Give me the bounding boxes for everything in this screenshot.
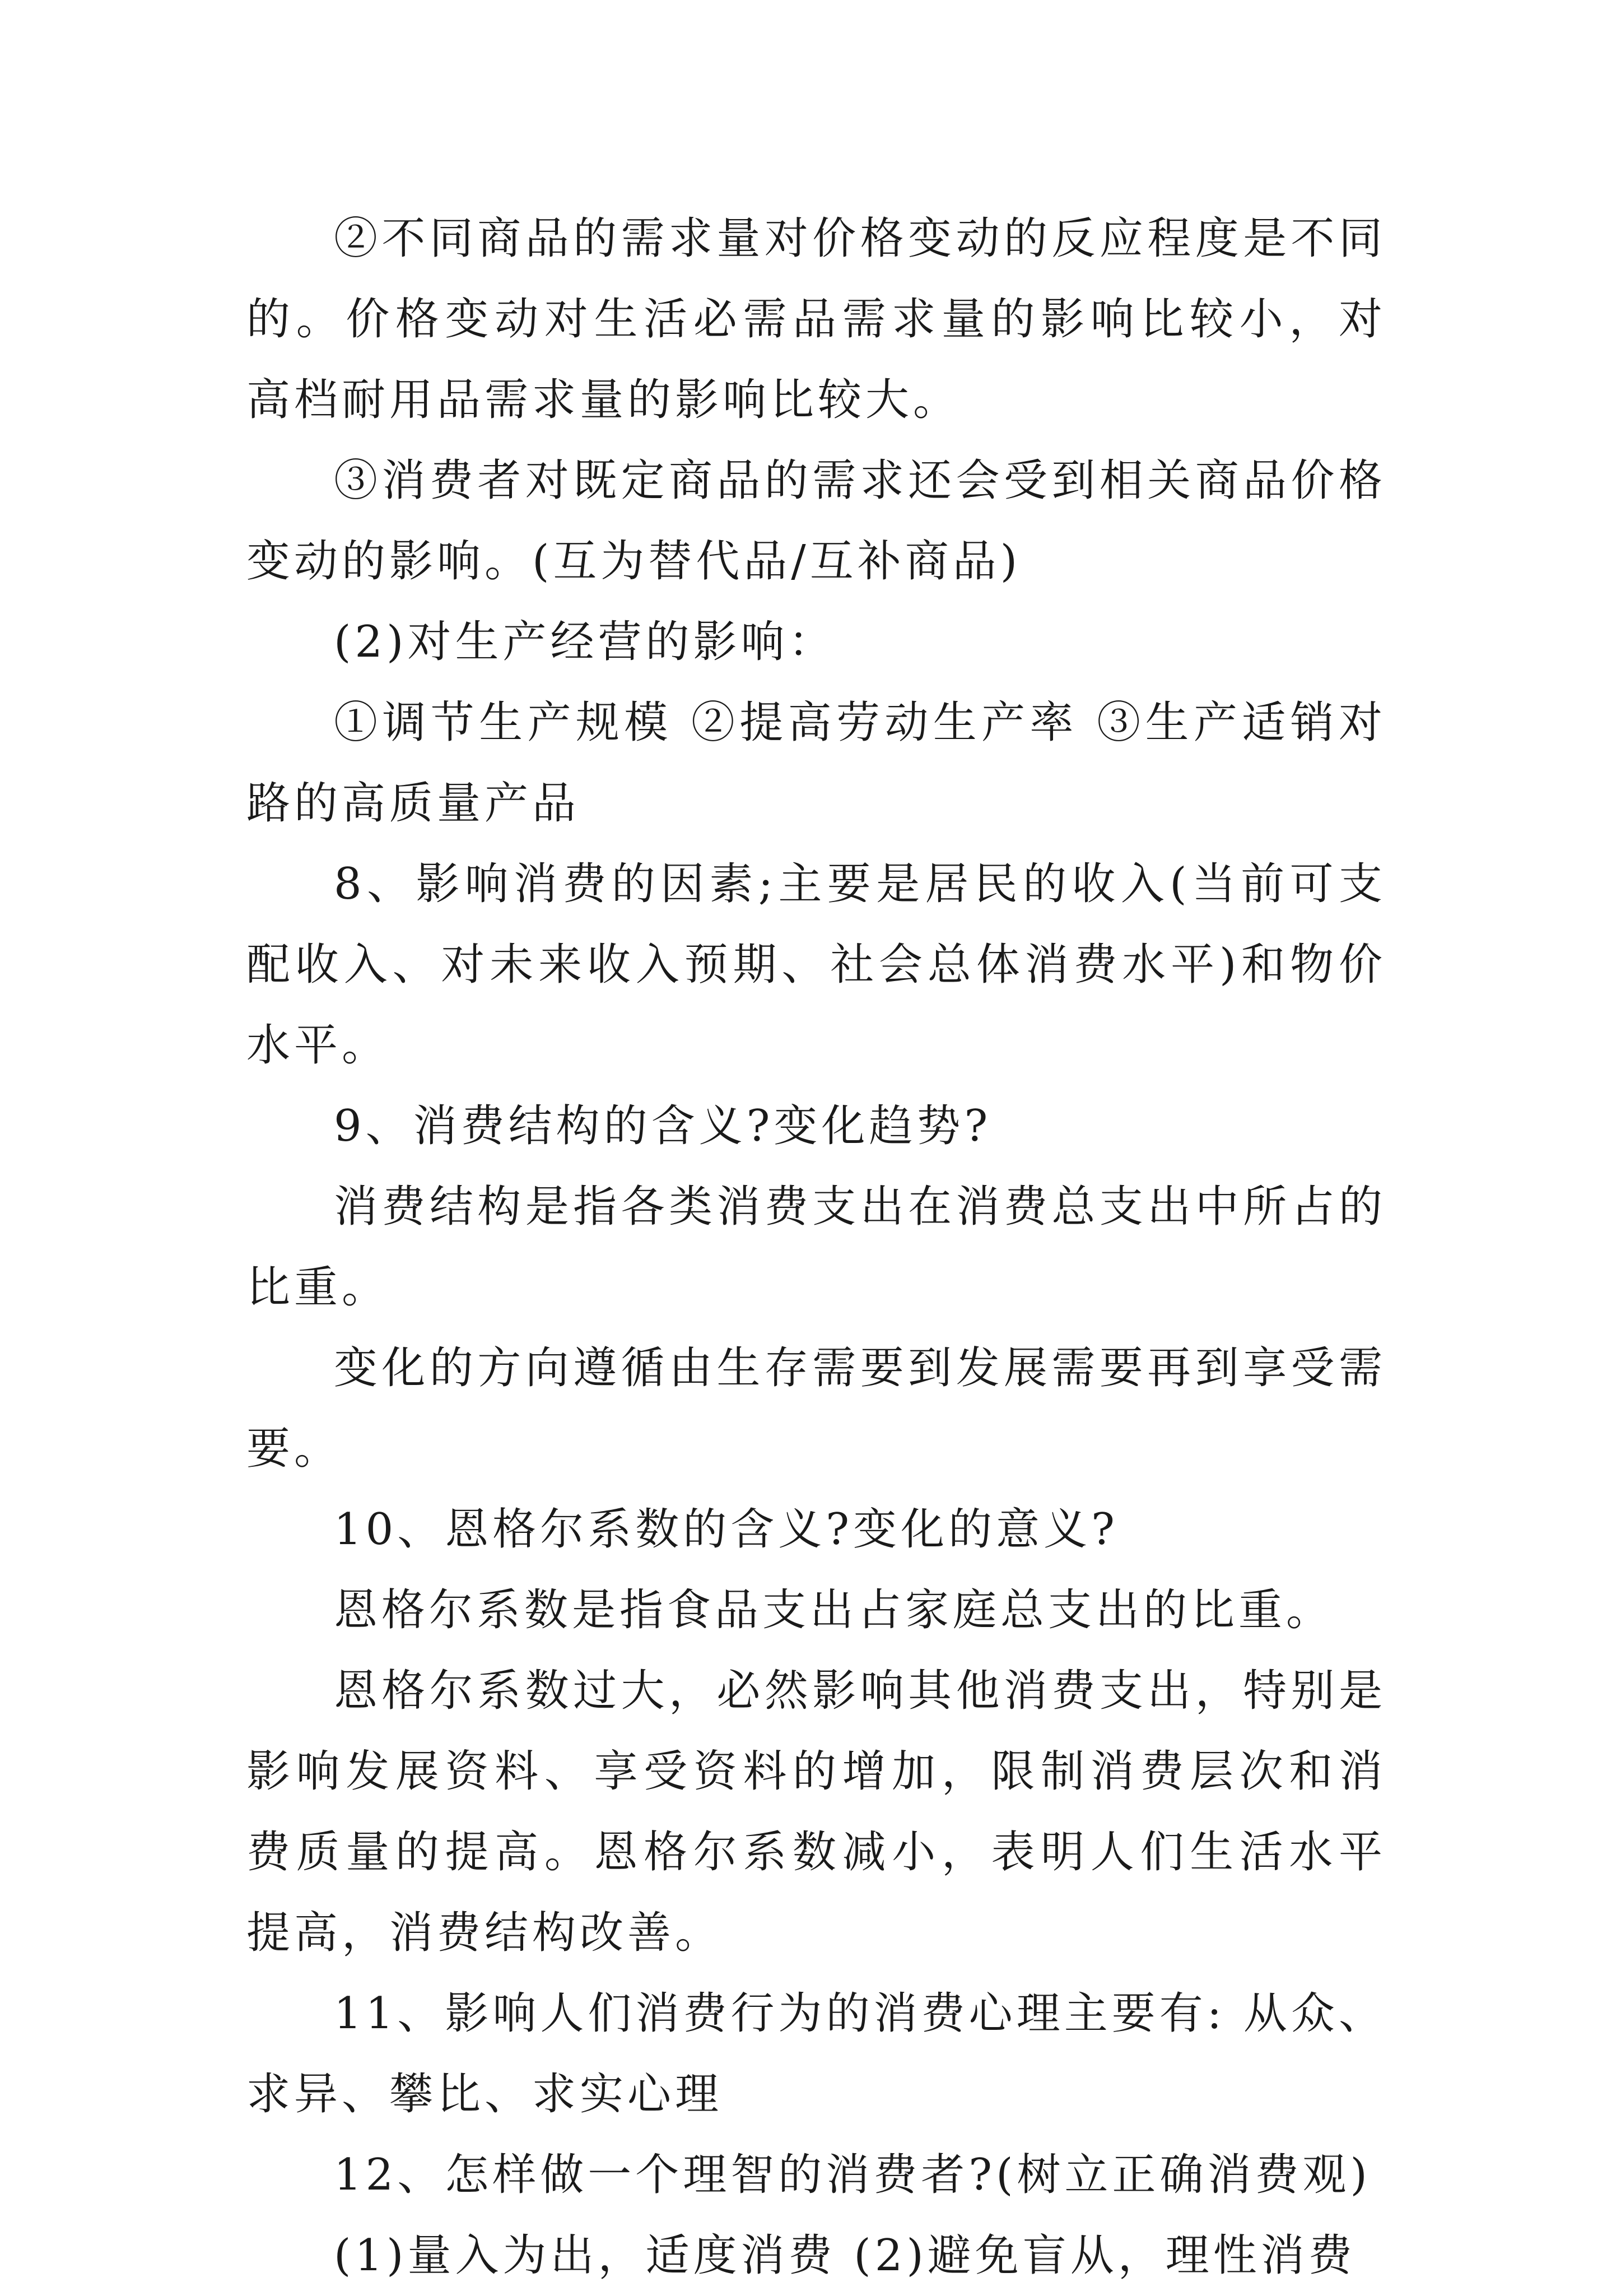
paragraph-consumption-structure-question: 9、消费结构的含义?变化趋势? xyxy=(334,1101,992,1151)
paragraph-demand-elasticity: ②不同商品的需求量对价格变动的反应程度是不同的。价格变动对生活必需品需求量的影响比较小，对高档耐用品需求量的影响比较大。 xyxy=(246,213,1386,425)
paragraph-engel-significance: 恩格尔系数过大，必然影响其他消费支出，特别是影响发展资料、享受资料的增加，限制消费层次和消费质量的提高。恩格尔系数减小，表明人们生活水平提高，消费结构改善。 xyxy=(246,1666,1386,1958)
paragraph-related-goods: ③消费者对既定商品的需求还会受到相关商品价格变动的影响。(互为替代品/互补商品) xyxy=(246,456,1386,587)
paragraph-consumer-psychology: 11、影响人们消费行为的消费心理主要有: 从众、求异、攀比、求实心理 xyxy=(246,1988,1386,2120)
paragraph-production-impact-heading: (2)对生产经营的影响： xyxy=(334,617,836,667)
paragraph-rational-consumer-question: 12、怎样做一个理智的消费者?(树立正确消费观) xyxy=(334,2150,1371,2200)
paragraph-engel-question: 10、恩格尔系数的含义?变化的意义? xyxy=(334,1504,1119,1555)
paragraph-engel-definition: 恩格尔系数是指食品支出占家庭总支出的比重。 xyxy=(334,1585,1334,1635)
paragraph-consumption-factors: 8、影响消费的因素;主要是居民的收入(当前可支配收入、对未来收入预期、社会总体消费水平)和物价水平。 xyxy=(246,859,1386,1071)
paragraph-production-impact-items: ①调节生产规模 ②提高劳动生产率 ③生产适销对路的高质量产品 xyxy=(246,698,1386,829)
paragraph-rational-consumer-items: (1)量入为出，适度消费 (2)避免盲从，理性消费 xyxy=(334,2230,1356,2281)
paragraph-consumption-structure-trend: 变化的方向遵循由生存需要到发展需要再到享受需要。 xyxy=(246,1343,1386,1474)
paragraph-consumption-structure-definition: 消费结构是指各类消费支出在消费总支出中所占的比重。 xyxy=(246,1182,1386,1313)
document-body xyxy=(246,198,1386,2296)
